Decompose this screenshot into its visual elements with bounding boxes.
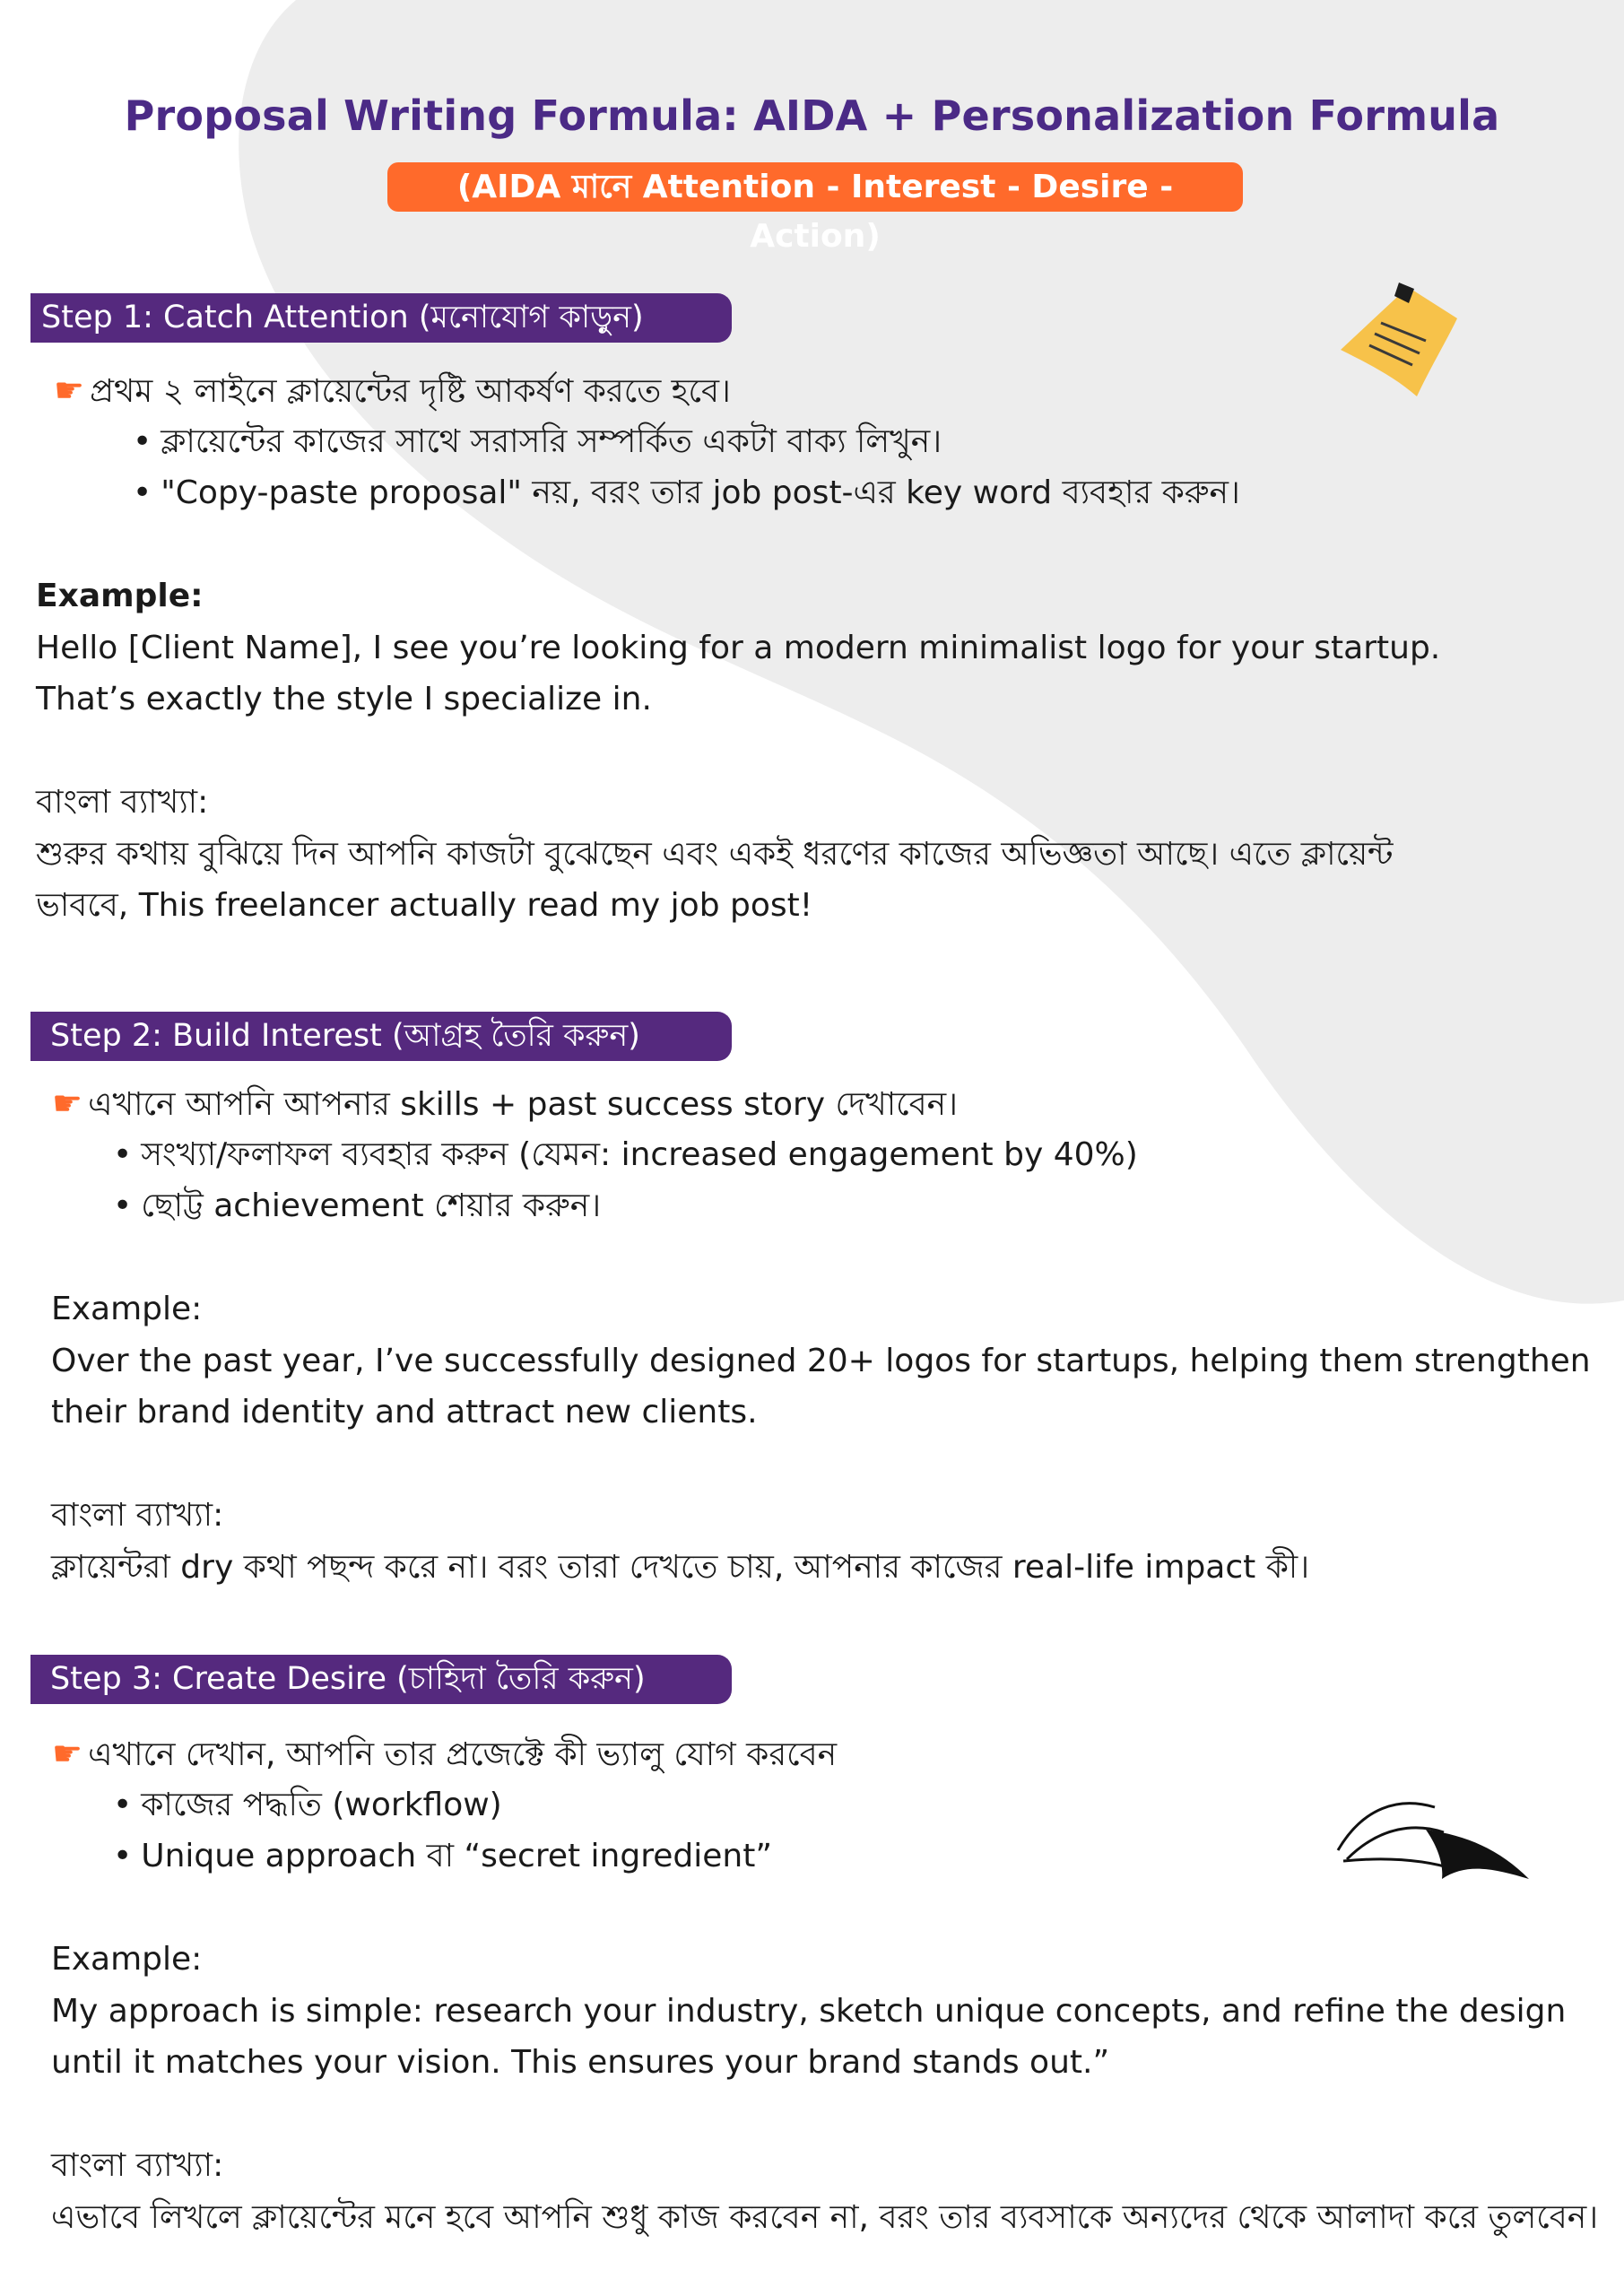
step-3-example-label: Example: bbox=[51, 1941, 203, 1978]
step-3-example-line-1: My approach is simple: research your industry, sketch unique concepts, and refine the design bbox=[51, 1993, 1567, 2030]
pointing-hand-icon: ☛ bbox=[52, 1083, 83, 1123]
step-3-example-line-2: until it matches your vision. This ensures your brand stands out.” bbox=[51, 2044, 1110, 2081]
step-3-bullet-1-text: কাজের পদ্ধতি (workflow) bbox=[141, 1787, 502, 1823]
step-1-heading: Step 1: Catch Attention (মনোযোগ কাড়ুন) bbox=[30, 293, 732, 343]
step-1-lead bbox=[54, 370, 731, 413]
step-1-bullet-2 bbox=[133, 473, 1240, 514]
bullet-dot: • bbox=[113, 1787, 133, 1823]
step-1-example-label: Example: bbox=[36, 578, 204, 614]
curved-arrow-icon bbox=[1336, 1789, 1533, 1888]
step-1-example-line-2: That’s exactly the style I specialize in. bbox=[36, 681, 652, 718]
page-subtitle-badge: (AIDA মানে Attention - Interest - Desire - Action) bbox=[387, 162, 1243, 212]
bullet-dot: • bbox=[113, 1136, 133, 1173]
step-2-explain-label: বাংলা ব্যাখ্যা: bbox=[51, 1497, 224, 1534]
step-1-explain-line-1: শুরুর কথায় বুঝিয়ে দিন আপনি কাজটা বুঝেছেন এবং একই ধরণের কাজের অভিজ্ঞতা আছে। এতে ক্লায়েন্ট bbox=[36, 836, 1394, 873]
page-title: Proposal Writing Formula: AIDA + Personalization Formula bbox=[124, 91, 1500, 140]
step-1-example-line-1: Hello [Client Name], I see you’re looking for a modern minimalist logo for your startup. bbox=[36, 630, 1441, 666]
pointing-hand-icon: ☛ bbox=[52, 1734, 83, 1773]
step-2-example-label: Example: bbox=[51, 1291, 203, 1327]
bullet-dot: • bbox=[113, 1838, 133, 1874]
step-2-bullet-2 bbox=[113, 1186, 601, 1227]
step-2-lead bbox=[52, 1083, 958, 1126]
step-2-bullet-2-text: ছোট্ট achievement শেয়ার করুন। bbox=[141, 1187, 602, 1224]
step-3-bullet-1 bbox=[113, 1785, 502, 1826]
step-3-lead bbox=[52, 1733, 837, 1776]
step-2-example-line-2: their brand identity and attract new clients. bbox=[51, 1394, 758, 1431]
bullet-dot: • bbox=[133, 474, 152, 511]
step-3-lead-text: এখানে দেখান, আপনি তার প্রজেক্টে কী ভ্যালু যোগ করবেন bbox=[88, 1736, 838, 1773]
step-1-bullet-1 bbox=[133, 422, 942, 463]
step-2-lead-text: এখানে আপনি আপনার skills + past success story দেখাবেন। bbox=[88, 1086, 959, 1123]
bullet-dot: • bbox=[113, 1187, 133, 1224]
step-1-lead-text: প্রথম ২ লাইনে ক্লায়েন্টের দৃষ্টি আকর্ষণ করতে হবে। bbox=[90, 373, 731, 410]
step-3-bullet-2 bbox=[113, 1836, 772, 1877]
pointing-hand-icon: ☛ bbox=[54, 370, 85, 410]
step-2-heading: Step 2: Build Interest (আগ্রহ তৈরি করুন) bbox=[30, 1012, 732, 1061]
step-3-bullet-2-text: Unique approach বা “secret ingredient” bbox=[141, 1838, 772, 1874]
step-1-explain-line-2: ভাববে, This freelancer actually read my job post! bbox=[36, 887, 813, 924]
step-3-explain-label: বাংলা ব্যাখ্যা: bbox=[51, 2147, 224, 2184]
step-3-heading: Step 3: Create Desire (চাহিদা তৈরি করুন) bbox=[30, 1655, 732, 1704]
step-2-explain-line-1: ক্লায়েন্টরা dry কথা পছন্দ করে না। বরং তারা দেখতে চায়, আপনার কাজের real-life impact কী। bbox=[51, 1549, 1310, 1586]
step-3-explain-line-1: এভাবে লিখলে ক্লায়েন্টের মনে হবে আপনি শুধু কাজ করবেন না, বরং তার ব্যবসাকে অন্যদের থেকে আলাদা করে তুলবেন। bbox=[51, 2199, 1599, 2236]
step-2-bullet-1-text: সংখ্যা/ফলাফল ব্যবহার করুন (যেমন: increased engagement by 40%) bbox=[141, 1136, 1138, 1173]
step-1-bullet-1-text: ক্লায়েন্টের কাজের সাথে সরাসরি সম্পর্কিত একটা বাক্য লিখুন। bbox=[161, 423, 942, 460]
sticky-note-icon bbox=[1332, 278, 1466, 404]
step-2-bullet-1 bbox=[113, 1135, 1138, 1176]
bullet-dot: • bbox=[133, 423, 152, 460]
step-1-bullet-2-text: "Copy-paste proposal" নয়, বরং তার job post-এর key word ব্যবহার করুন। bbox=[161, 474, 1240, 511]
step-1-explain-label: বাংলা ব্যাখ্যা: bbox=[36, 784, 209, 821]
step-2-example-line-1: Over the past year, I’ve successfully designed 20+ logos for startups, helping them strengthen bbox=[51, 1343, 1591, 1379]
